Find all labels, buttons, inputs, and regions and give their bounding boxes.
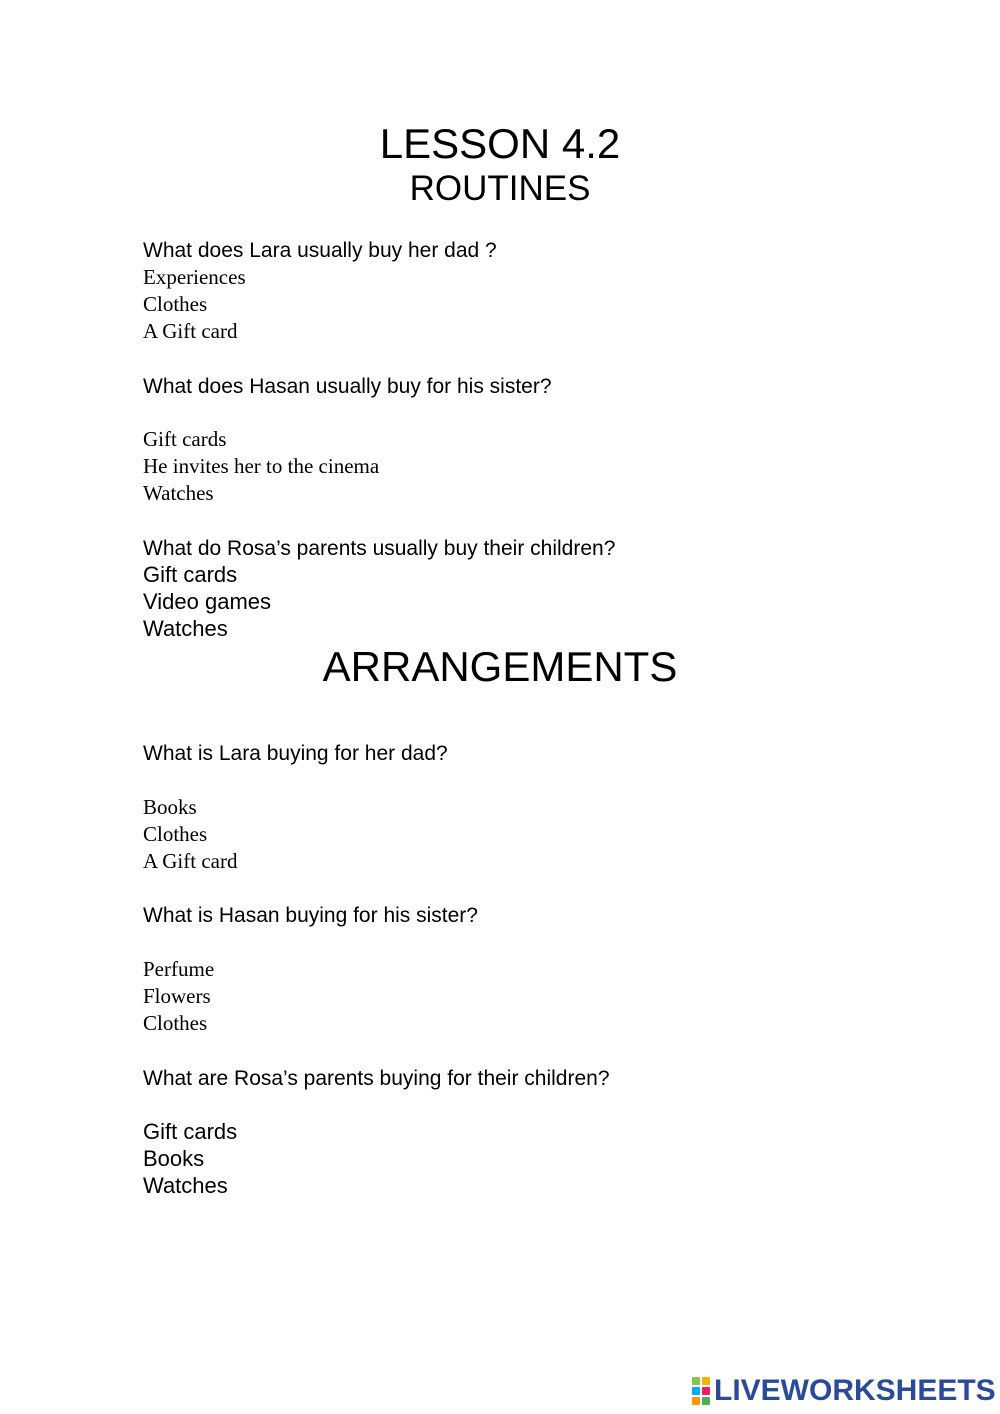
question-routines-2: What does Hasan usually buy for his sister? xyxy=(143,375,552,398)
logo-block xyxy=(692,1397,700,1405)
option-arrangements-3-b[interactable]: Books xyxy=(143,1146,205,1171)
logo-block xyxy=(702,1377,710,1385)
option-routines-3-c[interactable]: Watches xyxy=(143,616,228,641)
option-arrangements-1-a[interactable]: Books xyxy=(143,795,197,819)
option-routines-3-b[interactable]: Video games xyxy=(143,589,272,614)
page-title: LESSON 4.2 xyxy=(379,120,621,167)
option-routines-2-c[interactable]: Watches xyxy=(143,481,214,505)
logo-block xyxy=(702,1397,710,1405)
question-arrangements-1: What is Lara buying for her dad? xyxy=(143,742,448,765)
question-routines-3: What do Rosa’s parents usually buy their children? xyxy=(143,537,616,560)
option-routines-1-a[interactable]: Experiences xyxy=(143,265,246,289)
option-routines-1-c[interactable]: A Gift card xyxy=(143,319,238,343)
option-routines-1-b[interactable]: Clothes xyxy=(143,292,208,316)
option-routines-3-a[interactable]: Gift cards xyxy=(143,562,238,587)
option-arrangements-3-a[interactable]: Gift cards xyxy=(143,1119,238,1144)
option-arrangements-1-c[interactable]: A Gift card xyxy=(143,849,238,873)
liveworksheets-logo xyxy=(692,1374,996,1408)
logo-block xyxy=(692,1387,700,1395)
option-arrangements-2-a[interactable]: Perfume xyxy=(143,957,215,981)
section-title-routines: ROUTINES xyxy=(409,169,591,208)
logo-block xyxy=(702,1387,710,1395)
question-routines-1: What does Lara usually buy her dad ? xyxy=(143,239,497,262)
option-arrangements-1-b[interactable]: Clothes xyxy=(143,822,208,846)
logo-wordmark: LIVEWORKSHEETS xyxy=(714,1374,996,1407)
question-arrangements-2: What is Hasan buying for his sister? xyxy=(143,904,478,927)
liveworksheets-blocks-icon xyxy=(692,1377,710,1405)
section-title-arrangements: ARRANGEMENTS xyxy=(322,643,678,690)
option-routines-2-a[interactable]: Gift cards xyxy=(143,427,227,451)
option-routines-2-b[interactable]: He invites her to the cinema xyxy=(143,454,380,478)
option-arrangements-2-c[interactable]: Clothes xyxy=(143,1011,208,1035)
option-arrangements-2-b[interactable]: Flowers xyxy=(143,984,211,1008)
question-arrangements-3: What are Rosa’s parents buying for their children? xyxy=(143,1067,610,1090)
option-arrangements-3-c[interactable]: Watches xyxy=(143,1173,228,1198)
logo-block xyxy=(692,1377,700,1385)
